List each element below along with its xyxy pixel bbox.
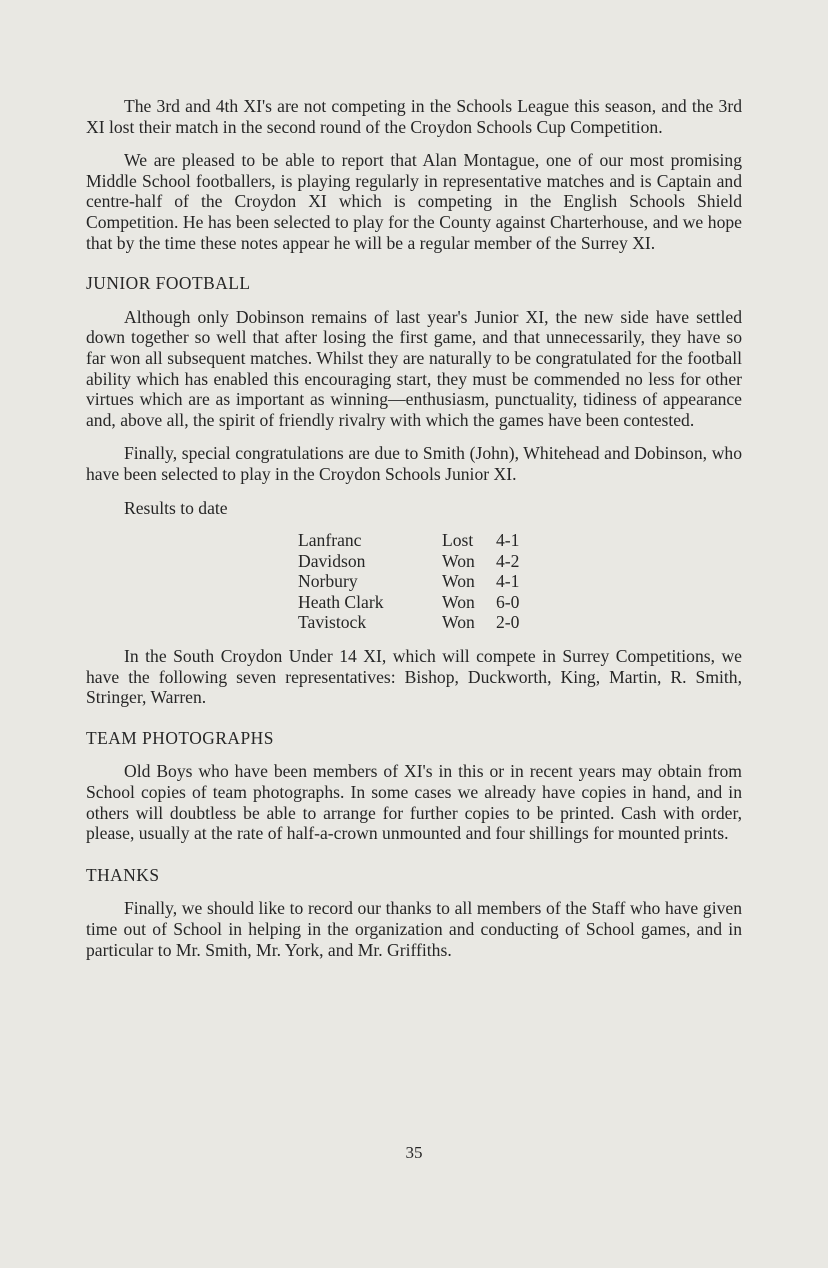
- table-row: [298, 530, 519, 551]
- result-outcome: Lost: [442, 530, 474, 551]
- result-opponent: Heath Clark: [298, 591, 384, 612]
- result-score: 6-0: [496, 591, 520, 612]
- result-score: 4-1: [496, 530, 520, 551]
- page-body: [86, 96, 742, 960]
- result-opponent: Lanfranc: [298, 530, 362, 551]
- results-table: [298, 530, 519, 633]
- junior-football-paragraph-1: Although only Dobinson remains of last year's Junior XI, the new side have settled down together so well that after losing the first game, and that unnecessarily, they have so far won all subsequent matches. Whilst they are naturally to be congratulated for the football ability which has enabled this encouraging start, they must be commended no less for other virtues which are as important as winning—enthusiasm, punctuality, tidiness of appearance and, above all, the spirit of friendly rivalry with which the games have been contested.: [86, 306, 742, 430]
- page-number: 35: [405, 1143, 423, 1162]
- table-row: [298, 551, 519, 572]
- team-photographs-heading: TEAM PHOTOGRAPHS: [86, 727, 274, 748]
- result-score: 2-0: [496, 612, 520, 633]
- result-opponent: Davidson: [298, 550, 366, 571]
- table-row: [298, 612, 519, 633]
- result-opponent: Tavistock: [298, 612, 367, 633]
- result-opponent: Norbury: [298, 571, 358, 592]
- result-score: 4-1: [496, 571, 520, 592]
- table-row: [298, 571, 519, 592]
- intro-paragraph-1: The 3rd and 4th XI's are not competing in the Schools League this season, and the 3rd XI lost their match in the second round of the Croydon Schools Cup Competition.: [86, 96, 742, 137]
- results-label: Results to date: [124, 497, 228, 518]
- result-score: 4-2: [496, 550, 520, 571]
- intro-paragraph-2: We are pleased to be able to report that Alan Montague, one of our most promising Middle School footballers, is playing regularly in representative matches and is Captain and centre-half of the Croydon XI which is competing in the English Schools Shield Competition. He has been selected to play for the County against Charterhouse, and we hope that by the time these notes appear he will be a regular member of the Surrey XI.: [86, 150, 742, 253]
- team-photographs-paragraph: Old Boys who have been members of XI's in this or in recent years may obtain from School copies of team photographs. In some cases we already have copies in hand, and in others will doubtless be able to arrange for further copies to be printed. Cash with order, please, usually at the rate of half-a-crown unmounted and four shillings for mounted prints.: [86, 761, 742, 844]
- result-outcome: Won: [442, 591, 475, 612]
- result-outcome: Won: [442, 550, 475, 571]
- result-outcome: Won: [442, 571, 475, 592]
- junior-football-paragraph-2: Finally, special congratulations are due to Smith (John), Whitehead and Dobinson, who have been selected to play in the Croydon Schools Junior XI.: [86, 443, 742, 484]
- thanks-heading: THANKS: [86, 864, 160, 885]
- junior-football-heading: JUNIOR FOOTBALL: [86, 273, 251, 294]
- thanks-paragraph: Finally, we should like to record our thanks to all members of the Staff who have given time out of School in helping in the organization and conducting of School games, and in particular to Mr. Smith, Mr. York, and Mr. Griffiths.: [86, 898, 742, 960]
- junior-football-paragraph-3: In the South Croydon Under 14 XI, which will compete in Surrey Competitions, we have the following seven representatives: Bishop, Duckworth, King, Martin, R. Smith, Stringer, Warren.: [86, 646, 742, 708]
- result-outcome: Won: [442, 612, 475, 633]
- table-row: [298, 592, 519, 613]
